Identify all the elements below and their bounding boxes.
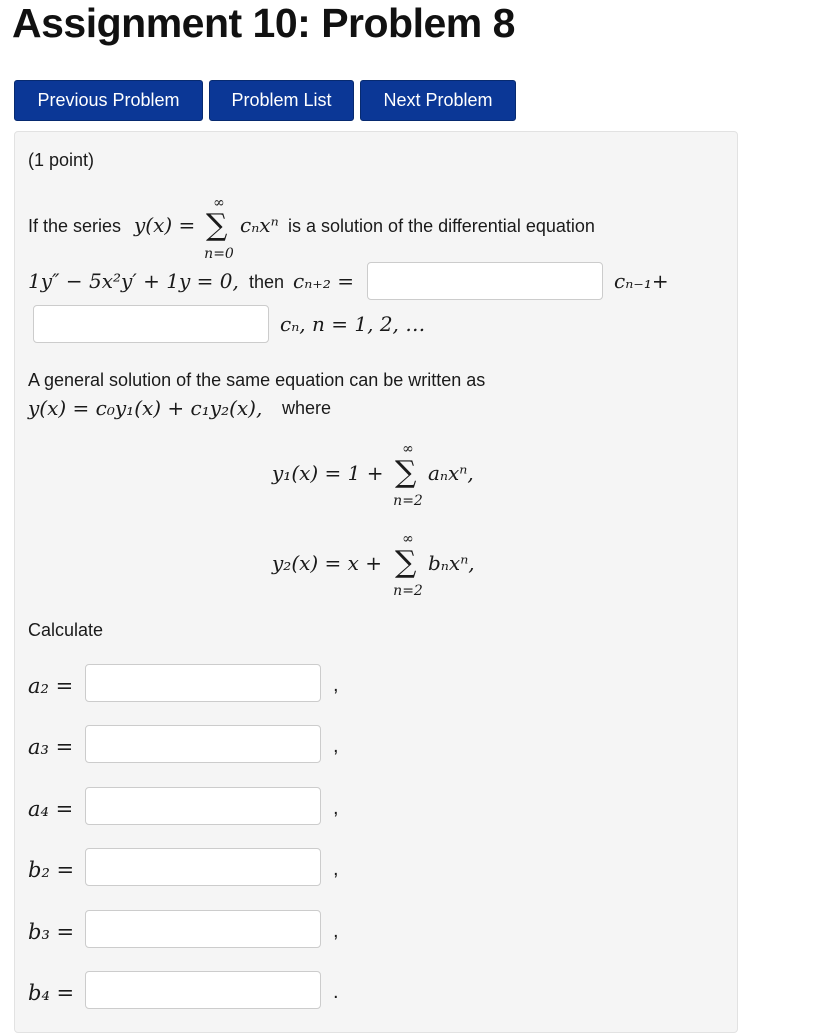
general-formula: y(x) = c₀y₁(x) + c₁y₂(x), bbox=[28, 396, 263, 420]
b4-input[interactable] bbox=[85, 971, 321, 1009]
y2-lower-limit: n=2 bbox=[393, 583, 423, 599]
a4-punct: , bbox=[333, 797, 339, 819]
y1-term: aₙxⁿ, bbox=[428, 461, 474, 485]
b2-label: b₂ = bbox=[28, 858, 75, 882]
y1-lower-limit: n=2 bbox=[393, 493, 423, 509]
points-label: (1 point) bbox=[28, 150, 95, 170]
sum-lower-limit: n=0 bbox=[204, 246, 234, 262]
where-word: where bbox=[282, 398, 332, 418]
a3-input[interactable] bbox=[85, 725, 321, 763]
sigma-icon: ∑ bbox=[395, 455, 417, 490]
y2-lhs: y₂(x) = x + bbox=[272, 551, 383, 575]
y1-lhs: y₁(x) = 1 + bbox=[272, 461, 384, 485]
a3-label: a₃ = bbox=[28, 735, 74, 759]
a4-input[interactable] bbox=[85, 787, 321, 825]
intro-term: cₙxⁿ bbox=[240, 213, 279, 237]
y2-term: bₙxⁿ, bbox=[428, 551, 475, 575]
then-word: then bbox=[249, 272, 285, 292]
b2-punct: , bbox=[333, 858, 339, 880]
calculate-label: Calculate bbox=[28, 620, 104, 640]
recurrence-end: cₙ, n = 1, 2, … bbox=[280, 312, 426, 336]
recurrence-coef2-input[interactable] bbox=[33, 305, 269, 343]
sum-upper-limit: ∞ bbox=[213, 195, 225, 211]
recurrence-mid: cₙ₋₁+ bbox=[614, 269, 669, 293]
a2-input[interactable] bbox=[85, 664, 321, 702]
b3-punct: , bbox=[333, 920, 339, 942]
sigma-icon: ∑ bbox=[206, 208, 228, 243]
b3-label: b₃ = bbox=[28, 920, 75, 944]
b2-input[interactable] bbox=[85, 848, 321, 886]
intro-lhs: y(x) = bbox=[134, 213, 196, 237]
intro-prefix: If the series bbox=[28, 216, 122, 236]
sigma-icon: ∑ bbox=[395, 545, 417, 580]
page-title: Assignment 10: Problem 8 bbox=[12, 0, 515, 46]
intro-suffix: is a solution of the differential equation bbox=[288, 216, 595, 236]
general-solution-text: A general solution of the same equation can be written as bbox=[28, 370, 486, 390]
a3-punct: , bbox=[333, 735, 339, 757]
ode-equation: 1y″ − 5x²y′ + 1y = 0, bbox=[28, 269, 239, 293]
b4-punct: . bbox=[333, 981, 339, 1003]
next-problem-button[interactable]: Next Problem bbox=[360, 80, 516, 121]
previous-problem-button[interactable]: Previous Problem bbox=[14, 80, 203, 121]
b3-input[interactable] bbox=[85, 910, 321, 948]
b4-label: b₄ = bbox=[28, 981, 75, 1005]
recurrence-coef1-input[interactable] bbox=[367, 262, 603, 300]
problem-list-button[interactable]: Problem List bbox=[209, 80, 354, 121]
a4-label: a₄ = bbox=[28, 797, 74, 821]
y2-upper-limit: ∞ bbox=[402, 531, 414, 547]
a2-punct: , bbox=[333, 674, 339, 696]
a2-label: a₂ = bbox=[28, 674, 74, 698]
recurrence-lhs: cₙ₊₂ = bbox=[293, 269, 354, 293]
y1-upper-limit: ∞ bbox=[402, 441, 414, 457]
